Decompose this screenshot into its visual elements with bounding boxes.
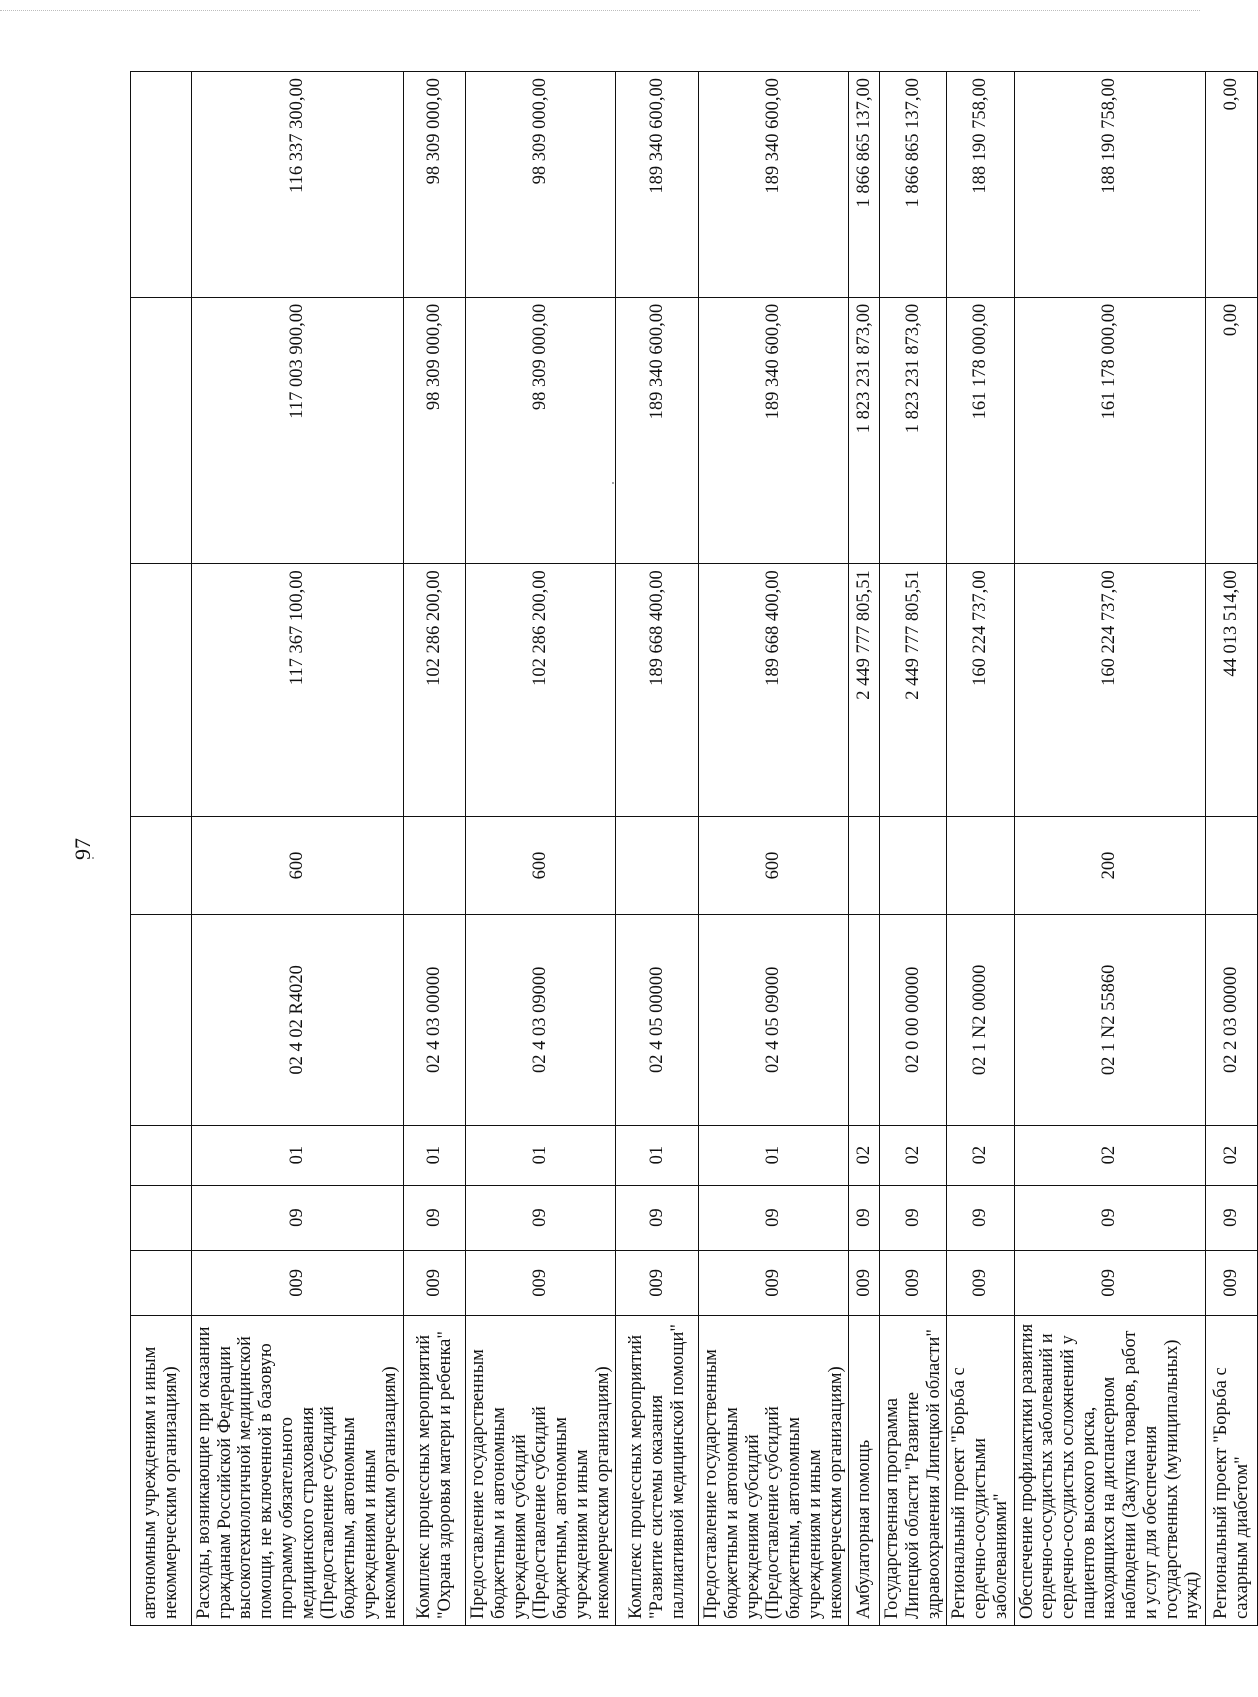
table-cell-sum-2025: 189 340 600,00 [616,297,699,563]
table-cell-sum-2026: 98 309 000,00 [466,72,616,298]
table-cell-podrazdel [131,1125,192,1185]
table-cell-sum-2024: 160 224 737,00 [947,564,1014,817]
table-cell-podrazdel: 01 [616,1125,699,1185]
table-cell-razdel: 09 [466,1185,616,1250]
table-cell-grbs: 009 [1014,1250,1205,1315]
table-cell-sum-2024: 44 013 514,00 [1206,564,1258,817]
table-cell-podrazdel: 01 [699,1125,849,1185]
table-cell-sum-2024: 160 224 737,00 [1014,564,1205,817]
table-cell-name: Комплекс процессных мероприятий "Развитие системы оказания паллиативной медицинской помощи" [616,1316,699,1626]
table-cell-razdel: 09 [947,1185,1014,1250]
table-cell-razdel: 09 [849,1185,880,1250]
table-cell-sum-2026: 116 337 300,00 [192,72,404,298]
table-cell-csr: 02 2 03 00000 [1206,914,1258,1125]
table-cell-sum-2026: 1 866 865 137,00 [849,72,880,298]
table-cell-sum-2025: 98 309 000,00 [404,297,466,563]
page-number: 97 [70,838,95,860]
table-cell-sum-2025: 98 309 000,00 [466,297,616,563]
table-cell-sum-2026: 0,00 [1206,72,1258,298]
table-cell-sum-2026: 188 190 758,00 [1014,72,1205,298]
table-cell-vr [849,817,880,915]
table-cell-sum-2025: 189 340 600,00 [699,297,849,563]
table-cell-vr: 600 [192,817,404,915]
table-cell-csr: 02 4 05 09000 [699,914,849,1125]
table-cell-grbs: 009 [192,1250,404,1315]
table-cell-podrazdel: 02 [947,1125,1014,1185]
table-cell-name: Предоставление государственным бюджетным и автономным учреждениям субсидий (Предоставление субсидий бюджетным, автономным учреждениям и иным некоммерческим организациям) [466,1316,616,1626]
table-cell-name: Расходы, возникающие при оказании гражданам Российской Федерации высокотехнологичной медицинской помощи, не включенной в базовую программу обязательного медицинского страхования (Предоставление субсидий бюджетным, автономным учреждениям и иным некоммерческим организациям) [192,1316,404,1626]
table-cell-csr: 02 1 N2 55860 [1014,914,1205,1125]
table-cell-grbs: 009 [880,1250,947,1315]
budget-table [130,71,1258,1626]
table-cell-vr [1206,817,1258,915]
table-cell-sum-2024: 2 449 777 805,51 [849,564,880,817]
table-cell-podrazdel: 02 [1206,1125,1258,1185]
table-cell-csr: 02 4 03 09000 [466,914,616,1125]
table-row [192,72,404,1626]
table-cell-csr [131,914,192,1125]
table-cell-razdel: 09 [1014,1185,1205,1250]
table-cell-vr: 600 [466,817,616,915]
table-cell-grbs: 009 [1206,1250,1258,1315]
table-cell-name: Предоставление государственным бюджетным и автономным учреждениям субсидий (Предоставление субсидий бюджетным, автономным учреждениям и иным некоммерческим организациям) [699,1316,849,1626]
table-cell-sum-2026: 98 309 000,00 [404,72,466,298]
table-cell-sum-2026: 189 340 600,00 [616,72,699,298]
table-row [849,72,880,1626]
table-cell-razdel [131,1185,192,1250]
table-cell-podrazdel: 02 [1014,1125,1205,1185]
table-cell-name: Региональный проект "Борьба с сердечно-сосудистыми заболеваниями" [947,1316,1014,1626]
table-cell-podrazdel: 02 [849,1125,880,1185]
table-cell-grbs: 009 [849,1250,880,1315]
table-cell-vr: 200 [1014,817,1205,915]
table-cell-razdel: 09 [880,1185,947,1250]
table-cell-sum-2025: 1 823 231 873,00 [880,297,947,563]
table-cell-sum-2025: 161 178 000,00 [947,297,1014,563]
table-cell-sum-2026: 189 340 600,00 [699,72,849,298]
table-cell-name: Обеспечение профилактики развития сердечно-сосудистых заболеваний и сердечно-сосудистых осложнений у пациентов высокого риска, находящихся на диспансерном наблюдении (Закупка товаров, работ и услуг для обеспечения государственных (муниципальных) нужд) [1014,1316,1205,1626]
table-cell-vr [947,817,1014,915]
table-cell-vr [131,817,192,915]
table-cell-name: автономным учреждениям и иным некоммерческим организациям) [131,1316,192,1626]
table-cell-name: Региональный проект "Борьба с сахарным диабетом" [1206,1316,1258,1626]
table-cell-grbs: 009 [404,1250,466,1315]
table-cell-vr: 600 [699,817,849,915]
table-cell-grbs: 009 [616,1250,699,1315]
table-cell-sum-2025: 161 178 000,00 [1014,297,1205,563]
table-cell-podrazdel: 02 [880,1125,947,1185]
table-row [466,72,616,1626]
table-cell-sum-2024: 102 286 200,00 [466,564,616,817]
table-cell-sum-2024: 102 286 200,00 [404,564,466,817]
table-row [947,72,1014,1626]
table-cell-grbs: 009 [466,1250,616,1315]
table-cell-podrazdel: 01 [404,1125,466,1185]
table-cell-sum-2024: 189 668 400,00 [699,564,849,817]
table-cell-razdel: 09 [1206,1185,1258,1250]
table-cell-name: Комплекс процессных мероприятий "Охрана здоровья матери и ребенка" [404,1316,466,1626]
table-cell-name: Амбулаторная помощь [849,1316,880,1626]
table-cell-sum-2025: 117 003 900,00 [192,297,404,563]
table-cell-sum-2025: 0,00 [1206,297,1258,563]
table-cell-sum-2026 [131,72,192,298]
table-cell-podrazdel: 01 [466,1125,616,1185]
table-cell-csr [849,914,880,1125]
table-cell-razdel: 09 [699,1185,849,1250]
table-row [1014,72,1205,1626]
table-cell-csr: 02 4 05 00000 [616,914,699,1125]
table-row [880,72,947,1626]
table-row [616,72,699,1626]
table-cell-sum-2026: 188 190 758,00 [947,72,1014,298]
table-cell-sum-2025: 1 823 231 873,00 [849,297,880,563]
table-cell-razdel: 09 [192,1185,404,1250]
table-cell-name: Государственная программа Липецкой области "Развитие здравоохранения Липецкой области" [880,1316,947,1626]
table-row [699,72,849,1626]
table-cell-vr [616,817,699,915]
table-cell-grbs [131,1250,192,1315]
table-cell-vr [404,817,466,915]
table-row [1206,72,1258,1626]
table-cell-grbs: 009 [947,1250,1014,1315]
table-row [404,72,466,1626]
table-cell-sum-2024: 117 367 100,00 [192,564,404,817]
table-cell-razdel: 09 [404,1185,466,1250]
table-cell-razdel: 09 [616,1185,699,1250]
table-cell-grbs: 009 [699,1250,849,1315]
table-cell-sum-2026: 1 866 865 137,00 [880,72,947,298]
table-cell-csr: 02 4 02 R4020 [192,914,404,1125]
table-cell-sum-2024: 2 449 777 805,51 [880,564,947,817]
table-cell-podrazdel: 01 [192,1125,404,1185]
table-row [131,72,192,1626]
table-cell-sum-2024: 189 668 400,00 [616,564,699,817]
scan-edge-line [0,10,1200,11]
rotated-table-container [130,71,1252,1626]
table-cell-csr: 02 0 00 00000 [880,914,947,1125]
table-cell-csr: 02 4 03 00000 [404,914,466,1125]
table-cell-csr: 02 1 N2 00000 [947,914,1014,1125]
table-cell-vr [880,817,947,915]
table-cell-sum-2025 [131,297,192,563]
table-cell-sum-2024 [131,564,192,817]
